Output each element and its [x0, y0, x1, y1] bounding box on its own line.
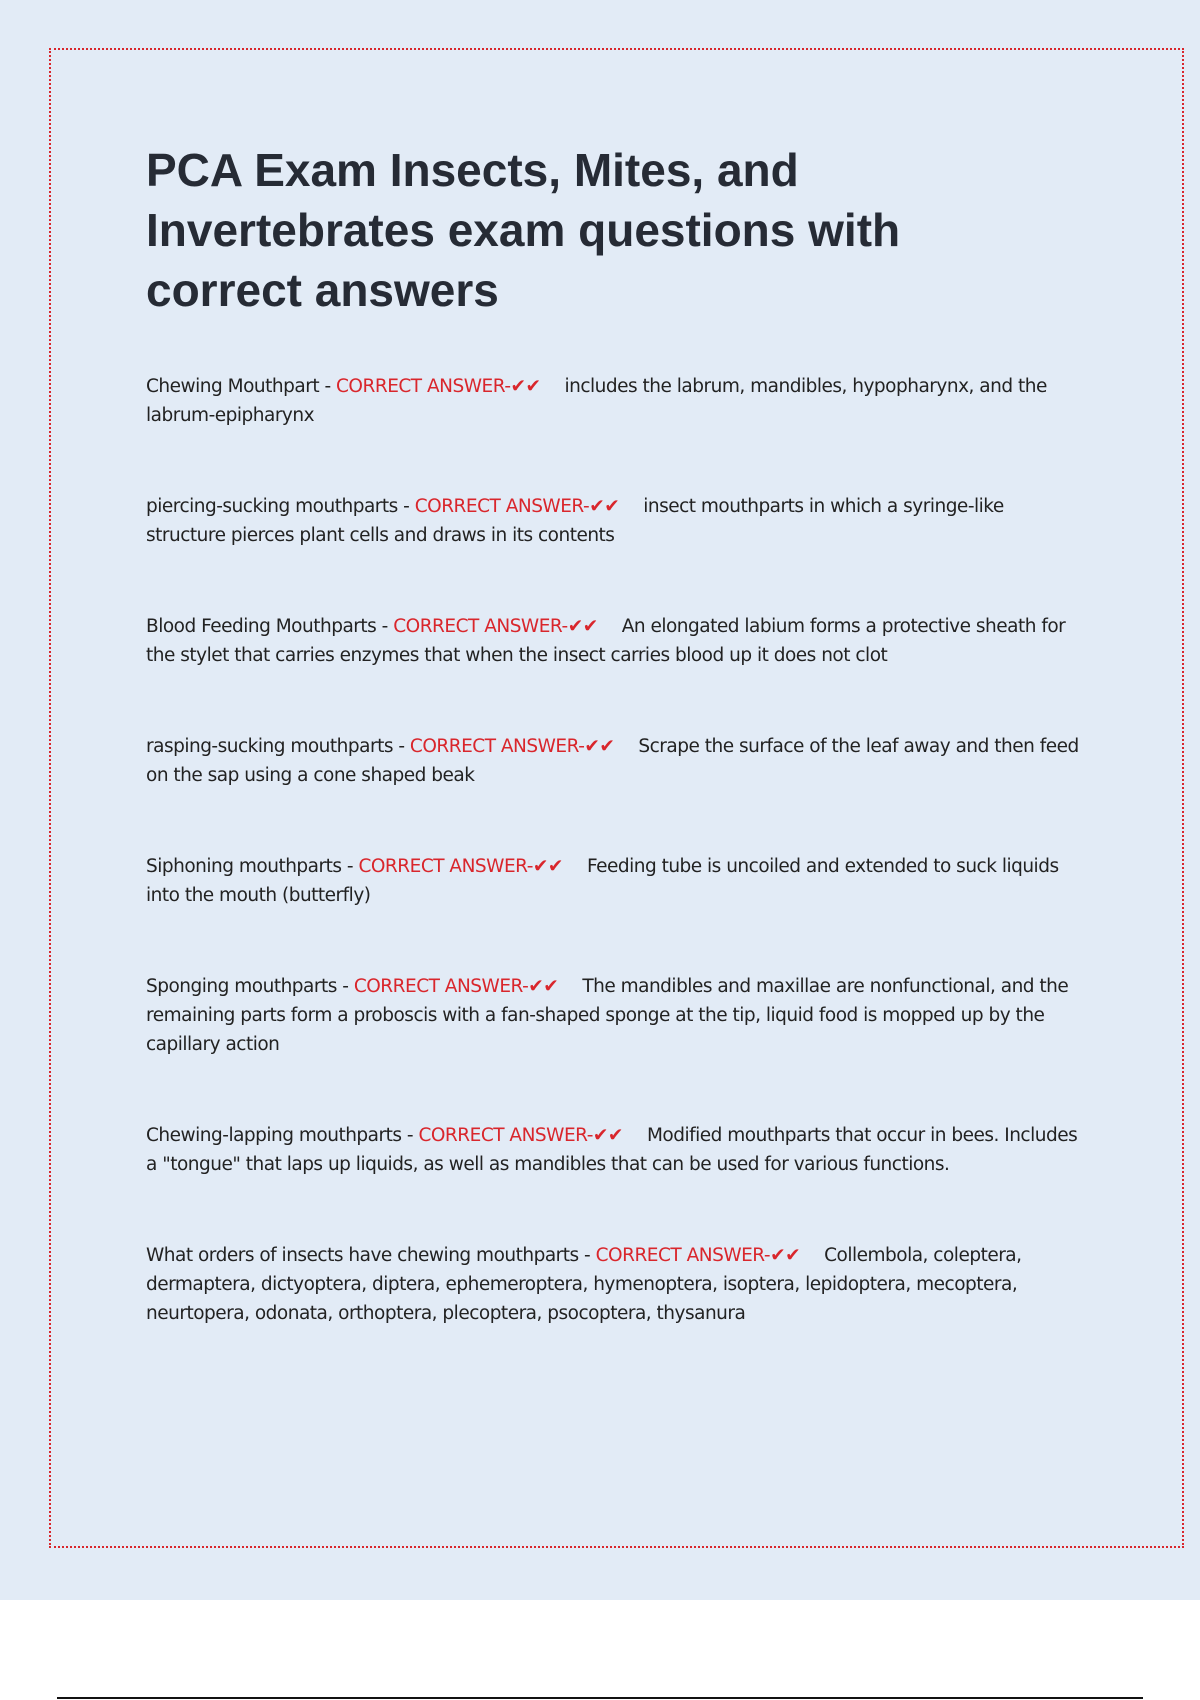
correct-answer-marker: CORRECT ANSWER-✔✔	[409, 736, 615, 757]
qa-separator: -	[376, 616, 394, 637]
qa-separator: -	[319, 376, 337, 397]
footer-divider	[57, 1697, 1143, 1699]
correct-answer-marker: CORRECT ANSWER-✔✔	[414, 496, 620, 517]
qa-item	[146, 852, 1086, 910]
qa-item	[146, 492, 1086, 550]
qa-separator: -	[578, 1245, 596, 1266]
qa-answer: Feeding tube is uncoiled and extended to suck liquids into the mouth (butterfly)	[146, 856, 1059, 906]
qa-answer: includes the labrum, mandibles, hypopharynx, and the labrum-epipharynx	[146, 376, 1047, 426]
document-title: PCA Exam Insects, Mites, and Invertebrates exam questions with correct answers	[146, 144, 901, 316]
qa-item	[146, 612, 1086, 670]
qa-question: rasping-sucking mouthparts	[146, 736, 393, 757]
qa-separator: -	[397, 496, 415, 517]
qa-answer: Modified mouthparts that occur in bees. Includes a "tongue" that laps up liquids, as well as mandibles that can be used for various functions.	[146, 1125, 1078, 1175]
qa-list	[146, 372, 1086, 1328]
document-content	[146, 140, 1086, 1390]
correct-answer-marker: CORRECT ANSWER-✔✔	[336, 376, 541, 397]
qa-question: What orders of insects have chewing mouthparts	[146, 1245, 579, 1266]
qa-question: piercing-sucking mouthparts	[146, 496, 398, 517]
correct-answer-marker: CORRECT ANSWER-✔✔	[393, 616, 598, 637]
qa-separator: -	[401, 1125, 419, 1146]
qa-separator: -	[336, 976, 354, 997]
correct-answer-marker: CORRECT ANSWER-✔✔	[358, 856, 563, 877]
qa-answer: insect mouthparts in which a syringe-like structure pierces plant cells and draws in its contents	[146, 496, 1004, 546]
qa-answer: The mandibles and maxillae are nonfunctional, and the remaining parts form a proboscis with a fan-shaped sponge at the tip, liquid food is mopped up by the capillary action	[146, 976, 1069, 1055]
qa-question: Blood Feeding Mouthparts	[146, 616, 377, 637]
qa-answer: An elongated labium forms a protective sheath for the stylet that carries enzymes that when the insect carries blood up it does not clot	[146, 616, 1066, 666]
correct-answer-marker: CORRECT ANSWER-✔✔	[418, 1125, 623, 1146]
correct-answer-marker: CORRECT ANSWER-✔✔	[353, 976, 559, 997]
qa-answer: Collembola, coleptera, dermaptera, dictyoptera, diptera, ephemeroptera, hymenoptera, isoptera, lepidoptera, mecoptera, neurtopera, odonata, orthoptera, plecoptera, psocoptera, thysanura	[146, 1245, 1022, 1324]
qa-question: Chewing Mouthpart	[146, 376, 320, 397]
qa-item	[146, 372, 1086, 430]
qa-answer: Scrape the surface of the leaf away and then feed on the sap using a cone shaped beak	[146, 736, 1079, 786]
qa-separator: -	[341, 856, 359, 877]
qa-item	[146, 972, 1086, 1059]
qa-question: Sponging mouthparts	[146, 976, 337, 997]
qa-item	[146, 732, 1086, 790]
qa-separator: -	[392, 736, 410, 757]
correct-answer-marker: CORRECT ANSWER-✔✔	[595, 1245, 801, 1266]
qa-question: Chewing-lapping mouthparts	[146, 1125, 402, 1146]
qa-item	[146, 1121, 1086, 1179]
qa-item	[146, 1241, 1086, 1328]
qa-question: Siphoning mouthparts	[146, 856, 342, 877]
